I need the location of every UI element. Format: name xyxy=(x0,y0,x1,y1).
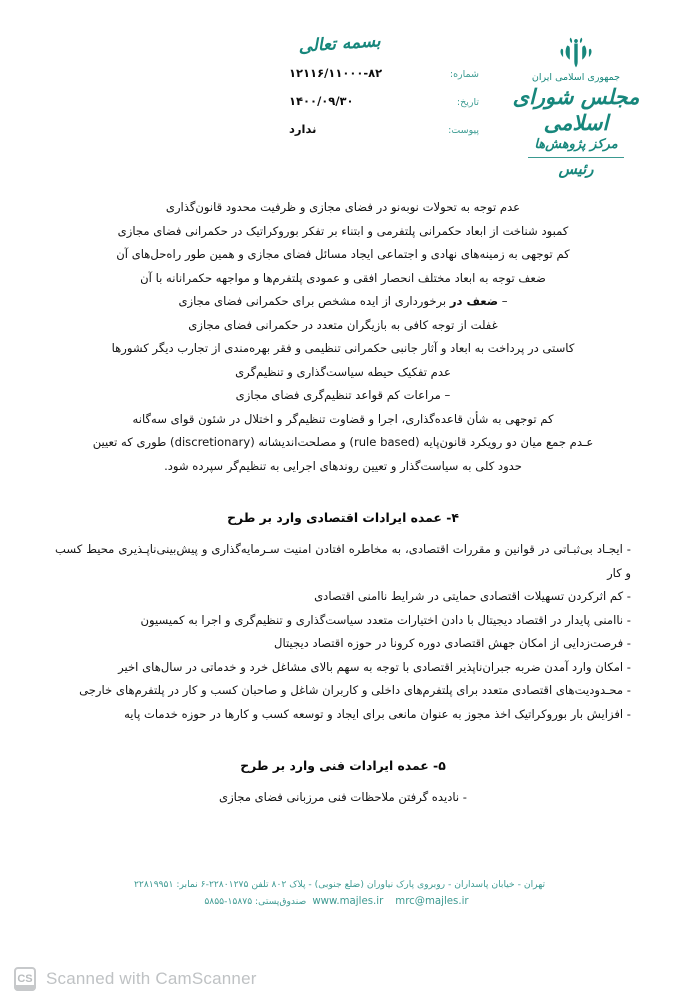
footer-postbox: صندوق‌پستی: ۱۵۸۷۵-۵۸۵۵ xyxy=(204,896,307,907)
body-line: کمبود شناخت از ابعاد حکمرانی پلتفرمی و ابتناء بر تفکر بوروکراتیک در حکمرانی فضای مجازی xyxy=(117,223,569,238)
org-research-center: مرکز پژوهش‌ها xyxy=(534,137,618,153)
body-block-2 xyxy=(55,290,631,384)
number-label: شماره: xyxy=(449,69,479,80)
section-4-item: - ایجـاد بی‌ثبـاتی در قوانین و مقررات اقتصادی، به مخاطره افتادن امنیت سـرمایه‌گذاری و پیش‌بینی‌ناپـذیری محیط کسب و کار xyxy=(55,542,631,580)
section-5 xyxy=(55,753,631,810)
org-parliament: مجلس شورای اسلامی xyxy=(512,83,640,136)
section-4 xyxy=(55,505,631,726)
body-line: کم توجهی به شأن قاعده‌گذاری، اجرا و قضاوت تنظیم‌گر و اختلال در شئون قوای سه‌گانه xyxy=(132,411,554,426)
body-line: عدم تفکیک حیطه سیاست‌گذاری و تنظیم‌گری xyxy=(235,364,451,379)
section-spacer xyxy=(55,726,631,753)
number-value: ۱۲۱۱۶/۱۱۰۰۰-۸۲ xyxy=(289,66,383,80)
body-block-3 xyxy=(55,384,631,478)
body-line: غفلت از توجه کافی به بازیگران متعدد در حکمرانی فضای مجازی xyxy=(188,317,498,332)
meta-row-attachment xyxy=(289,122,479,136)
attachment-label: پیوست: xyxy=(448,125,479,136)
footer-email[interactable]: mrc@majles.ir xyxy=(395,896,469,907)
meta-row-number xyxy=(289,66,479,80)
section-5-item: - نادیده گرفتن ملاحظات فنی مرزبانی فضای مجازی xyxy=(219,790,467,804)
page-footer xyxy=(40,876,639,910)
section-4-item: - امکان وارد آمدن ضربه جبران‌ناپذیر اقتصادی با توجه به سهم بالای مشاغل خرد و خدماتی در سال‌های اخیر xyxy=(118,659,631,674)
footer-website[interactable]: www.majles.ir xyxy=(312,896,384,907)
sender-role: رئیس xyxy=(558,160,594,179)
section-4-item: - افزایش بار بوروکراتیک اخذ مجوز به عنوان مانعی برای ایجاد و توسعه کسب و کارها در حوزه خدمات پایه xyxy=(124,706,631,721)
logo-divider xyxy=(528,157,624,158)
body-line-latin-terms: عـدم جمع میان دو رویکرد قانون‌پایه (rule based) و مصلحت‌اندیشانه (discretionary) طوری که تعیین xyxy=(92,435,594,449)
lead-bold-phrase: ضعف در xyxy=(449,294,499,308)
camscanner-logo-icon: CS xyxy=(14,967,36,991)
body-line: عدم توجه به تحولات نوبه‌نو در فضای مجازی و ظرفیت محدود قانون‌گذاری xyxy=(165,200,521,214)
body-line: ضعف توجه به ابعاد مختلف انحصار افقی و عمودی پلتفرم‌ها و مواجهه حکمرانانه با آن xyxy=(140,270,546,285)
heading-spacer xyxy=(55,530,631,538)
date-value: ۱۴۰۰/۰۹/۳۰ xyxy=(289,94,354,108)
heading-spacer xyxy=(55,778,631,786)
body-block-1 xyxy=(55,196,631,290)
section-4-item: - فرصت‌زدایی از امکان جهش اقتصادی دوره کرونا در حوزه اقتصاد دیجیتال xyxy=(274,636,631,650)
basmala-text: بسمه تعالی xyxy=(297,31,382,57)
letter-meta-fields xyxy=(289,66,479,150)
date-label: تاریخ: xyxy=(456,97,479,108)
section-4-item: - کم اثرکردن تسهیلات اقتصادی حمایتی در شرایط ناامنی اقتصادی xyxy=(314,589,631,603)
iran-emblem-icon xyxy=(557,36,595,70)
meta-row-date xyxy=(289,94,479,108)
camscanner-label: Scanned with CamScanner xyxy=(46,969,257,988)
body-lead-line-weakness xyxy=(55,290,631,314)
body-line: حدود کلی به سیاست‌گذار و تعیین روندهای اجرایی به تنظیم‌گر سپرده شود. xyxy=(164,458,522,473)
section-4-heading: ۴- عمده ایرادات اقتصادی وارد بر طرح xyxy=(227,510,459,525)
lead-dash: – xyxy=(501,294,508,308)
footer-address: تهران - خیابان پاسداران - روبروی پارک نیاوران (ضلع جنوبی) - پلاک ۸۰۲ تلفن ۲۲۸۰۱۲۷۵-۶ نمابر: ۲۲۸۱۹۹۵۱ xyxy=(133,879,546,890)
section-5-heading: ۵- عمده ایرادات فنی وارد بر طرح xyxy=(240,758,446,773)
letter-body xyxy=(55,196,631,810)
camscanner-watermark-bar xyxy=(0,958,679,1000)
section-4-item: - محـدودیت‌های اقتصادی متعدد برای پلتفرم‌های داخلی و کاربران شاغل و صاحبان کسب و کار در پلتفرم‌های خارجی xyxy=(79,683,631,697)
section-4-item: - ناامنی پایدار در اقتصاد دیجیتال با دادن اختیارات متعدد سیاست‌گذاری و تنظیم‌گری و اجرا به کمیسیون xyxy=(140,612,631,627)
body-line: کم توجهی به زمینه‌های نهادی و اجتماعی ایجاد مسائل فضای مجازی و همین طور راه‌حل‌های آن xyxy=(116,247,570,261)
body-lead-line-regulation: – مراعات کم قواعد تنظیم‌گری فضای مجازی xyxy=(235,388,451,402)
letterhead-logo xyxy=(501,36,651,178)
section-spacer xyxy=(55,478,631,505)
footer-contact xyxy=(40,893,639,910)
lead-rest: برخورداری از ایده مشخص برای حکمرانی فضای مجازی xyxy=(178,294,447,308)
body-line: کاستی در پرداخت به ابعاد و آثار جانبی حکمرانی تنظیمی و فقر بهره‌مندی از تجارب دیگر کشورها xyxy=(111,341,575,355)
attachment-value: ندارد xyxy=(289,122,317,136)
org-country: جمهوری اسلامی ایران xyxy=(531,72,621,83)
